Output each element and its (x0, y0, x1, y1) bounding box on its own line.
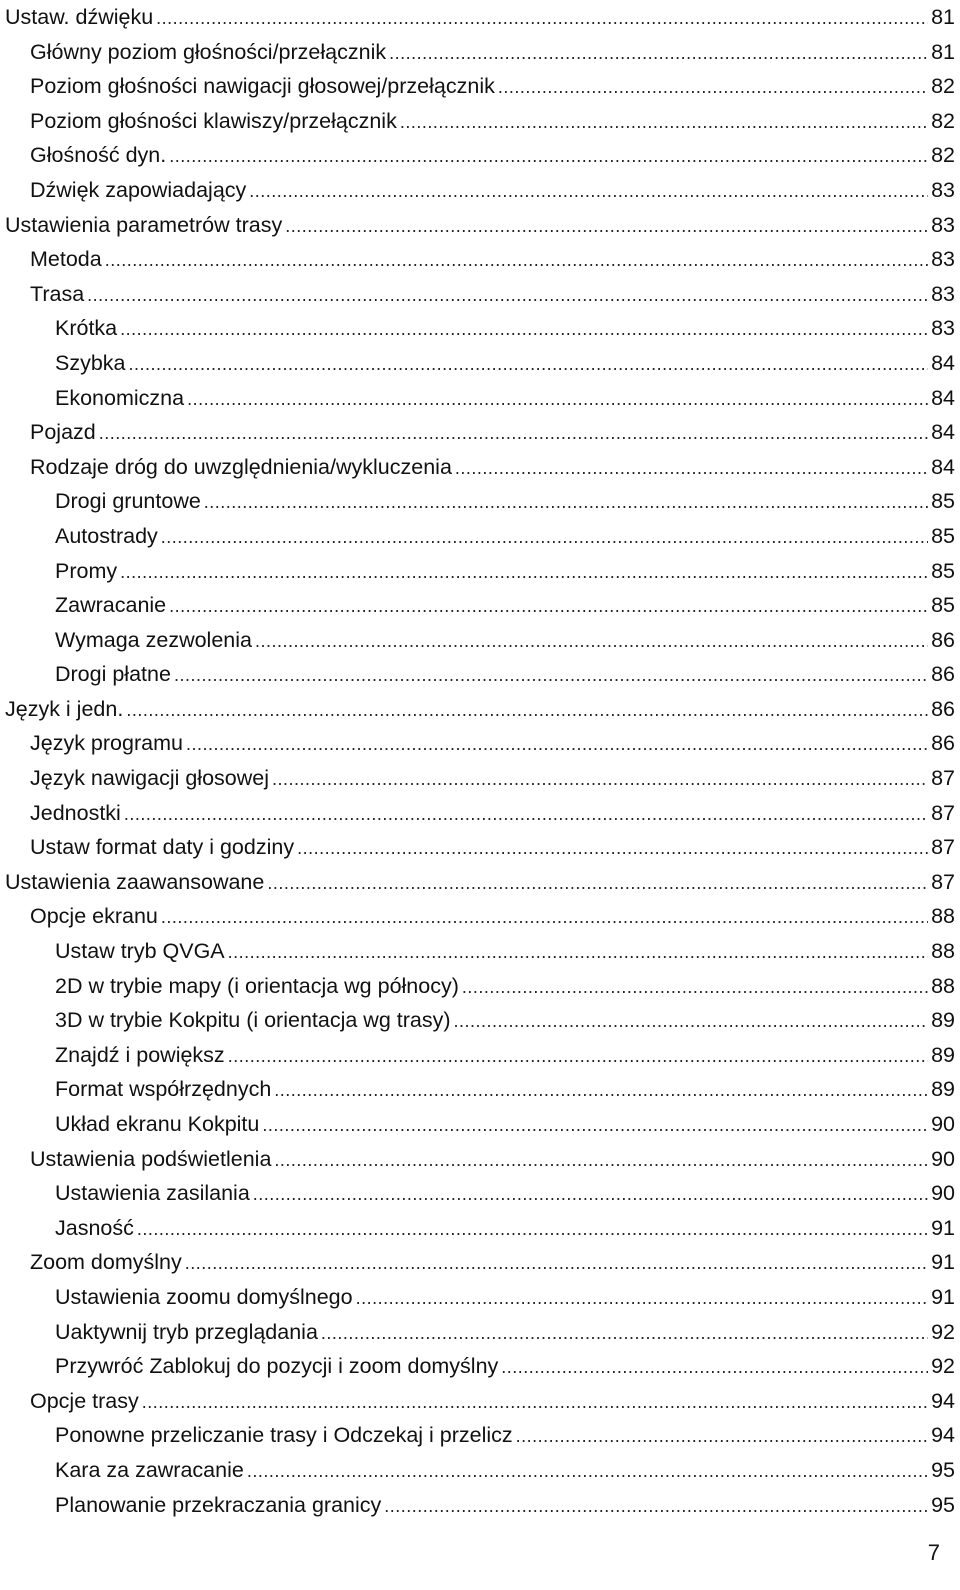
toc-entry[interactable] (0, 1211, 955, 1246)
toc-dot-leader (384, 1489, 928, 1524)
toc-entry-title: Drogi płatne (55, 662, 171, 687)
toc-dot-leader (156, 1, 928, 36)
toc-entry-page: 94 (931, 1423, 955, 1448)
toc-entry-title: Szybka (55, 350, 126, 375)
toc-entry-page: 91 (931, 1284, 955, 1309)
toc-entry-page: 92 (931, 1319, 955, 1344)
toc-dot-leader (87, 278, 928, 313)
toc-entry[interactable] (0, 311, 955, 346)
toc-entry[interactable] (0, 1176, 955, 1211)
toc-entry-title: Układ ekranu Kokpitu (55, 1112, 260, 1136)
toc-entry-page: 86 (931, 662, 955, 687)
toc-entry-page: 89 (931, 1008, 955, 1033)
toc-entry[interactable] (0, 1384, 955, 1419)
toc-dot-leader (274, 1073, 928, 1108)
toc-dot-leader (267, 866, 928, 901)
toc-dot-leader (255, 624, 928, 659)
toc-dot-leader (253, 1177, 928, 1212)
toc-entry-title: Ustawienia podświetlenia (30, 1146, 272, 1171)
toc-entry-title: Jasność (55, 1215, 134, 1240)
toc-entry[interactable] (0, 415, 955, 450)
toc-entry-page: 86 (931, 696, 955, 721)
toc-entry[interactable] (0, 899, 955, 934)
toc-entry-title: Kara za zawracanie (55, 1457, 244, 1482)
toc-dot-leader (186, 727, 928, 762)
toc-entry-page: 82 (931, 143, 955, 168)
toc-entry-title: Jednostki (30, 800, 121, 825)
toc-entry[interactable] (0, 1488, 955, 1523)
toc-entry[interactable] (0, 381, 955, 416)
toc-entry-page: 81 (931, 5, 955, 29)
toc-dot-leader (321, 1316, 928, 1351)
toc-entry-title: Znajdź i powiększ (55, 1042, 225, 1067)
toc-dot-leader (228, 1039, 928, 1074)
toc-entry-title: Ustawienia zoomu domyślnego (55, 1284, 353, 1309)
toc-entry-page: 92 (931, 1354, 955, 1379)
toc-entry-title: Ponowne przeliczanie trasy i Odczekaj i przelicz (55, 1423, 513, 1448)
toc-entry-title: Ustawienia zasilania (55, 1181, 250, 1206)
toc-entry-page: 86 (931, 627, 955, 652)
toc-entry[interactable] (0, 69, 955, 104)
toc-entry-page: 83 (931, 247, 955, 272)
toc-dot-leader (462, 970, 928, 1005)
toc-dot-leader (161, 900, 928, 935)
toc-entry[interactable] (0, 138, 955, 173)
toc-dot-leader (455, 451, 928, 486)
toc-entry[interactable] (0, 692, 955, 727)
toc-entry-title: Uaktywnij tryb przeglądania (55, 1319, 318, 1344)
toc-entry-page: 87 (931, 800, 955, 825)
toc-entry-title: Ekonomiczna (55, 385, 185, 410)
toc-dot-leader (262, 1108, 928, 1143)
toc-entry-page: 90 (931, 1146, 955, 1171)
toc-entry[interactable] (0, 173, 955, 208)
toc-entry-page: 83 (931, 212, 955, 237)
toc-entry[interactable] (0, 277, 955, 312)
toc-entry-title: Poziom głośności nawigacji głosowej/przełącznik (30, 74, 495, 99)
toc-entry[interactable] (0, 1003, 955, 1038)
toc-entry-page: 84 (931, 385, 955, 410)
toc-dot-leader (120, 312, 928, 347)
toc-entry-title: 2D w trybie mapy (i orientacja wg północy) (55, 973, 459, 998)
toc-entry[interactable] (0, 450, 955, 485)
toc-entry-page: 95 (931, 1492, 955, 1517)
toc-entry-title: Język nawigacji głosowej (30, 766, 269, 791)
toc-dot-leader (185, 1246, 928, 1281)
toc-dot-leader (454, 1004, 928, 1039)
toc-dot-leader (124, 797, 928, 832)
toc-dot-leader (285, 209, 928, 244)
toc-entry-title: Planowanie przekraczania granicy (55, 1492, 382, 1517)
toc-dot-leader (120, 555, 928, 590)
toc-entry-title: Ustaw tryb QVGA (55, 939, 225, 964)
toc-entry-title: Przywróć Zablokuj do pozycji i zoom domyślny (55, 1354, 499, 1379)
toc-dot-leader (99, 416, 928, 451)
toc-entry-title: Głośność dyn. (30, 143, 167, 168)
toc-entry[interactable] (0, 1072, 955, 1107)
toc-entry[interactable] (0, 761, 955, 796)
toc-entry-page: 87 (931, 766, 955, 791)
toc-dot-leader (356, 1281, 928, 1316)
toc-entry-page: 89 (931, 1077, 955, 1102)
toc-entry-page: 87 (931, 835, 955, 860)
toc-entry[interactable] (0, 623, 955, 658)
toc-dot-leader (161, 520, 928, 555)
toc-dot-leader (142, 1385, 928, 1420)
toc-entry[interactable] (0, 1418, 955, 1453)
toc-entry[interactable] (0, 35, 955, 70)
toc-entry-page: 90 (931, 1181, 955, 1206)
toc-entry-page: 95 (931, 1457, 955, 1482)
toc-dot-leader (389, 36, 928, 71)
toc-dot-leader (126, 693, 928, 728)
toc-dot-leader (247, 1454, 928, 1489)
toc-entry-page: 88 (931, 904, 955, 929)
toc-entry[interactable] (0, 1349, 955, 1384)
toc-entry-page: 85 (931, 523, 955, 548)
toc-entry[interactable] (0, 519, 955, 554)
toc-entry-page: 85 (931, 489, 955, 514)
toc-entry-title: Promy (55, 558, 118, 583)
toc-entry-title: Format współrzędnych (55, 1077, 272, 1102)
toc-entry[interactable] (0, 865, 955, 900)
toc-dot-leader (169, 589, 928, 624)
toc-entry[interactable] (0, 1107, 955, 1142)
toc-entry[interactable] (0, 208, 955, 243)
toc-dot-leader (274, 1143, 928, 1178)
toc-dot-leader (187, 382, 928, 417)
toc-entry[interactable] (0, 969, 955, 1004)
toc-entry-page: 85 (931, 558, 955, 583)
toc-entry-title: Zawracanie (55, 593, 167, 618)
toc-entry-title: Ustaw. dźwięku (5, 5, 154, 29)
toc-dot-leader (501, 1350, 928, 1385)
toc-entry-page: 85 (931, 593, 955, 618)
toc-dot-leader (400, 105, 928, 140)
toc-entry[interactable] (0, 1280, 955, 1315)
toc-entry-page: 94 (931, 1388, 955, 1413)
toc-entry-page: 84 (931, 420, 955, 445)
toc-entry-page: 83 (931, 177, 955, 202)
toc-entry-title: Ustawienia zaawansowane (5, 869, 265, 894)
toc-entry-title: Drogi gruntowe (55, 489, 201, 514)
toc-entry[interactable] (0, 657, 955, 692)
toc-dot-leader (137, 1212, 928, 1247)
toc-entry-page: 84 (931, 454, 955, 479)
toc-entry-title: Pojazd (30, 420, 96, 445)
toc-entry[interactable] (0, 1038, 955, 1073)
toc-entry-title: 3D w trybie Kokpitu (i orientacja wg trasy) (55, 1008, 451, 1033)
toc-entry-page: 88 (931, 973, 955, 998)
toc-dot-leader (174, 658, 928, 693)
toc-entry[interactable] (0, 554, 955, 589)
toc-entry[interactable] (0, 1142, 955, 1177)
toc-entry-page: 84 (931, 350, 955, 375)
toc-dot-leader (228, 935, 928, 970)
toc-dot-leader (516, 1419, 928, 1454)
toc-entry-page: 83 (931, 281, 955, 306)
toc-entry[interactable] (0, 796, 955, 831)
toc-entry[interactable] (0, 484, 955, 519)
toc-entry-title: Trasa (30, 281, 85, 306)
toc-entry-page: 83 (931, 316, 955, 341)
toc-entry[interactable] (0, 1245, 955, 1280)
toc-dot-leader (105, 243, 928, 278)
toc-entry[interactable] (0, 1315, 955, 1350)
toc-entry-page: 86 (931, 731, 955, 756)
toc-dot-leader (204, 485, 928, 520)
toc-entry-title: Dźwięk zapowiadający (30, 177, 247, 202)
toc-entry[interactable] (0, 104, 955, 139)
toc-dot-leader (129, 347, 928, 382)
toc-entry[interactable] (0, 1453, 955, 1488)
toc-dot-leader (272, 762, 928, 797)
toc-entry-page: 91 (931, 1250, 955, 1275)
toc-dot-leader (498, 70, 928, 105)
toc-entry-title: Rodzaje dróg do uwzględnienia/wykluczenia (30, 454, 452, 479)
toc-entry[interactable] (0, 346, 955, 381)
toc-entry[interactable] (0, 934, 955, 969)
toc-entry-title: Zoom domyślny (30, 1250, 182, 1275)
toc-entry-title: Krótka (55, 316, 118, 341)
toc-entry-title: Wymaga zezwolenia (55, 627, 252, 652)
toc-dot-leader (297, 831, 928, 866)
toc-entry[interactable] (0, 726, 955, 761)
toc-entry-page: 89 (931, 1042, 955, 1067)
toc-dot-leader (249, 174, 928, 209)
toc-entry-title: Język i jedn. (5, 696, 124, 721)
toc-entry-page: 87 (931, 869, 955, 894)
toc-entry-page: 82 (931, 74, 955, 99)
toc-entry-page: 90 (931, 1112, 955, 1136)
toc-entry-title: Poziom głośności klawiszy/przełącznik (30, 108, 397, 133)
toc-entry[interactable] (0, 0, 955, 35)
toc-entry-title: Autostrady (55, 523, 158, 548)
toc-entry-title: Metoda (30, 247, 102, 272)
toc-entry-title: Główny poziom głośności/przełącznik (30, 39, 387, 64)
toc-entry[interactable] (0, 588, 955, 623)
toc-dot-leader (169, 139, 928, 174)
toc-entry-page: 82 (931, 108, 955, 133)
toc-entry-title: Ustawienia parametrów trasy (5, 212, 283, 237)
toc-entry-title: Język programu (30, 731, 183, 756)
toc-entry[interactable] (0, 830, 955, 865)
toc-entry-page: 88 (931, 939, 955, 964)
toc-entry[interactable] (0, 242, 955, 277)
toc-entry-title: Opcje ekranu (30, 904, 158, 929)
toc-entry-page: 91 (931, 1215, 955, 1240)
toc-entry-title: Opcje trasy (30, 1388, 139, 1413)
toc-entry-title: Ustaw format daty i godziny (30, 835, 295, 860)
toc-entry-page: 81 (931, 39, 955, 64)
page-number: 7 (927, 1540, 940, 1565)
